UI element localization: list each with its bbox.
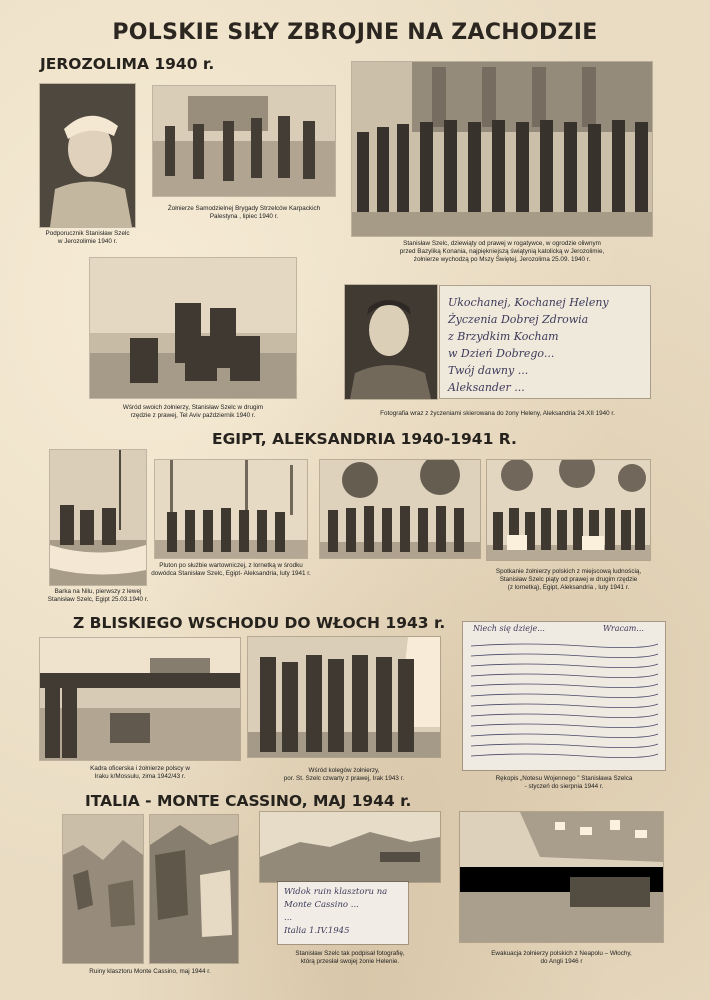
portrait-photo-alexandria <box>345 285 437 399</box>
notebook-line-2: Wracam... <box>603 624 644 633</box>
caption-photo-inscription: Stanisław Szelc tak podpisał fotografię, którą przesłał swojej żonie Helenie. <box>295 950 405 965</box>
poster-title: POLSKIE SIŁY ZBROJNE NA ZACHODZIE <box>112 20 598 45</box>
photo-monastery-ruins-2 <box>150 815 238 963</box>
caption-iraq-officers: Kadra oficerska i żołnierze polscy w Iraku k/Mossulu, zima 1942/43 r. <box>90 765 190 780</box>
photo-tel-aviv-soldiers <box>90 258 296 398</box>
section-heading-middle-east: Z BLISKIEGO WSCHODU DO WŁOCH 1943 r. <box>73 614 446 632</box>
photo-iraq-officers <box>40 638 240 760</box>
photo-alexandria-soldiers <box>320 460 480 558</box>
caption-local-meeting: Spotkanie żołnierzy polskich z miejscową ludnością, Stanisław Szelc piąty od prawej w drugim rzędzie (z lornetką), Egipt, Aleksandria , luty 1941 r. <box>495 568 642 591</box>
caption-karpathian-brigade: Żołnierze Samodzielnej Brygady Strzelców Karpackich Palestyna , lipiec 1940 r. <box>167 205 321 220</box>
section-heading-jerusalem: JEROZOLIMA 1940 r. <box>40 55 215 73</box>
photo-local-meeting <box>487 460 650 560</box>
photo-naples-evacuation <box>460 812 663 942</box>
photo-iraq-colleagues <box>248 637 440 757</box>
handwritten-dedication-card <box>440 286 650 398</box>
caption-guard-platoon: Pluton po służbie wartowniczej, z lornetką w środku dowódca Stanisław Szelc, Egipt- Aleksandria, luty 1941 r. <box>151 562 311 577</box>
photo-monte-cassino-view <box>260 812 440 882</box>
caption-basilica-agony: Stanisław Szelc, dziewiąty od prawej w rogatywce, w ogrodzie oliwnym przed Bazyliką Konania, najpiękniejszą świątynią katolicką w Jerozolimie, żołnierze wychodzą po Mszy Świętej, Jerozolima 25.09. 1940 r. <box>399 240 605 263</box>
caption-nile-barge: Barka na Nilu, pierwszy z lewej Stanisław Szelc, Egipt 25.03.1940 r. <box>47 588 149 603</box>
photo-nile-barge <box>50 450 146 585</box>
inscription-text: Widok ruin klasztoru na Monte Cassino ... ... Italia 1.IV.1945 <box>284 887 388 936</box>
photo-monastery-ruins-1 <box>63 815 143 963</box>
caption-war-notebook: Rękopis „Notesu Wojennego ” Stanisława Szelca - styczeń do sierpnia 1944 r. <box>495 775 633 790</box>
caption-monastery-ruins: Ruiny klasztoru Monte Cassino, maj 1944 r. <box>89 968 211 975</box>
portrait-photo-jerusalem <box>40 84 135 227</box>
section-heading-italy: ITALIA - MONTE CASSINO, MAJ 1944 r. <box>85 792 412 810</box>
caption-tel-aviv-soldiers: Wśród swoich żołnierzy, Stanisław Szelc w drugim rzędzie z prawej, Tel Aviv październik 1940 r. <box>122 404 264 419</box>
notebook-line-1: Niech się dzieje... <box>473 624 545 633</box>
photo-guard-platoon <box>155 460 307 558</box>
war-notebook-manuscript <box>463 622 665 770</box>
section-heading-egypt: EGIPT, ALEKSANDRIA 1940-1941 R. <box>212 430 517 448</box>
dedication-text: Ukochanej, Kochanej Heleny Życzenia Dobrej Zdrowia z Brzydkim Kocham w Dzień Dobrego... Twój dawny ... Aleksander ... <box>448 296 609 394</box>
caption-naples-evacuation: Ewakuacja żołnierzy polskich z Neapolu – Włochy, do Angli 1946 r <box>491 950 632 965</box>
caption-dedication: Fotografia wraz z życzeniami skierowana do żony Heleny, Aleksandria 24.XII 1940 r. <box>380 410 615 417</box>
handwritten-photo-inscription <box>278 882 408 944</box>
photo-basilica-agony <box>352 62 652 236</box>
photo-karpathian-brigade <box>153 86 335 196</box>
caption-iraq-colleagues: Wśród kolegów żołnierzy, por. St. Szelc czwarty z prawej, Irak 1943 r. <box>283 767 405 782</box>
caption-portrait-jerusalem: Podporucznik Stanisław Szelc w Jerozolimie 1940 r. <box>45 230 130 245</box>
